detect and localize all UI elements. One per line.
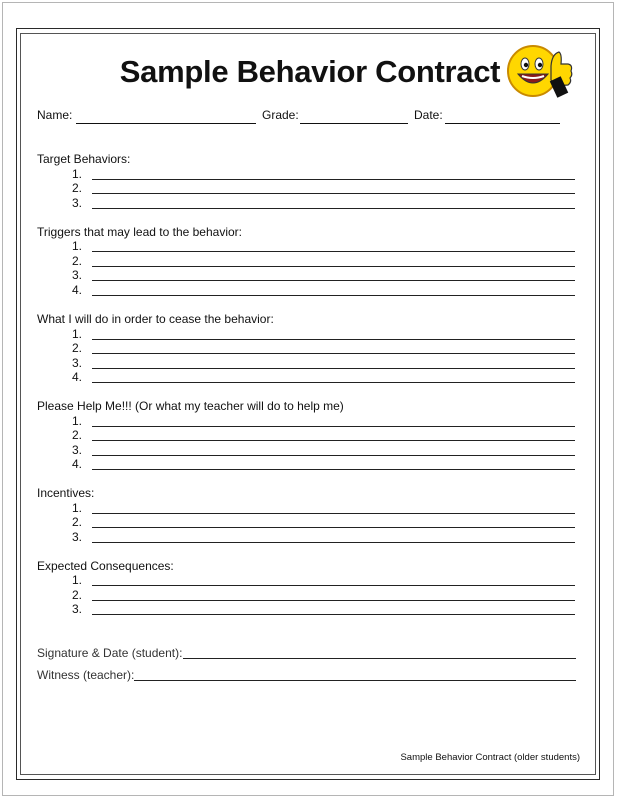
footer-caption: Sample Behavior Contract (older students) — [400, 752, 580, 763]
answer-line[interactable] — [92, 295, 575, 296]
thumbs-up-smiley-icon — [505, 40, 575, 102]
list-item-number: 4. — [72, 370, 83, 384]
answer-line[interactable] — [92, 179, 575, 180]
list-item-number: 1. — [72, 414, 83, 428]
answer-line[interactable] — [92, 208, 575, 209]
date-label: Date: — [414, 108, 443, 122]
list-item-number: 2. — [72, 515, 83, 529]
answer-line[interactable] — [92, 251, 575, 252]
list-item-number: 1. — [72, 501, 83, 515]
answer-line[interactable] — [92, 368, 575, 369]
answer-line[interactable] — [92, 542, 575, 543]
section-title-triggers: Triggers that may lead to the behavior: — [37, 225, 242, 239]
section-title-help-me: Please Help Me!!! (Or what my teacher will do to help me) — [37, 399, 344, 413]
list-item-number: 4. — [72, 283, 83, 297]
list-item-number: 3. — [72, 602, 83, 616]
list-item-number: 3. — [72, 356, 83, 370]
list-item-number: 2. — [72, 428, 83, 442]
list-item-number: 4. — [72, 457, 83, 471]
list-item-number: 2. — [72, 588, 83, 602]
answer-line[interactable] — [92, 440, 575, 441]
answer-line[interactable] — [92, 266, 575, 267]
answer-line[interactable] — [92, 193, 575, 194]
list-item-number: 1. — [72, 167, 83, 181]
list-item-number: 2. — [72, 341, 83, 355]
answer-line[interactable] — [92, 353, 575, 354]
answer-line[interactable] — [92, 280, 575, 281]
answer-line[interactable] — [92, 527, 575, 528]
name-label: Name: — [37, 108, 73, 122]
name-field[interactable] — [76, 123, 256, 124]
answer-line[interactable] — [92, 339, 575, 340]
list-item-number: 3. — [72, 443, 83, 457]
list-item-number: 3. — [72, 530, 83, 544]
page-title: Sample Behavior Contract — [119, 54, 501, 89]
section-title-target-behaviors: Target Behaviors: — [37, 152, 131, 166]
witness-signature-field[interactable] — [134, 680, 576, 681]
list-item-number: 1. — [72, 239, 83, 253]
date-field[interactable] — [445, 123, 560, 124]
grade-label: Grade: — [262, 108, 299, 122]
section-title-incentives: Incentives: — [37, 486, 95, 500]
answer-line[interactable] — [92, 600, 575, 601]
list-item-number: 2. — [72, 254, 83, 268]
list-item-number: 3. — [72, 268, 83, 282]
list-item-number: 2. — [72, 181, 83, 195]
grade-field[interactable] — [300, 123, 408, 124]
answer-line[interactable] — [92, 455, 575, 456]
header-fields — [37, 108, 577, 128]
list-item-number: 1. — [72, 327, 83, 341]
section-title-consequences: Expected Consequences: — [37, 559, 174, 573]
section-title-cease-behavior: What I will do in order to cease the behavior: — [37, 312, 274, 326]
student-signature-field[interactable] — [183, 658, 576, 659]
answer-line[interactable] — [92, 585, 575, 586]
answer-line[interactable] — [92, 614, 575, 615]
student-signature-label: Signature & Date (student): — [37, 646, 183, 660]
list-item-number: 3. — [72, 196, 83, 210]
witness-signature-label: Witness (teacher): — [37, 668, 135, 682]
answer-line[interactable] — [92, 469, 575, 470]
list-item-number: 1. — [72, 573, 83, 587]
answer-line[interactable] — [92, 513, 575, 514]
answer-line[interactable] — [92, 426, 575, 427]
answer-line[interactable] — [92, 382, 575, 383]
